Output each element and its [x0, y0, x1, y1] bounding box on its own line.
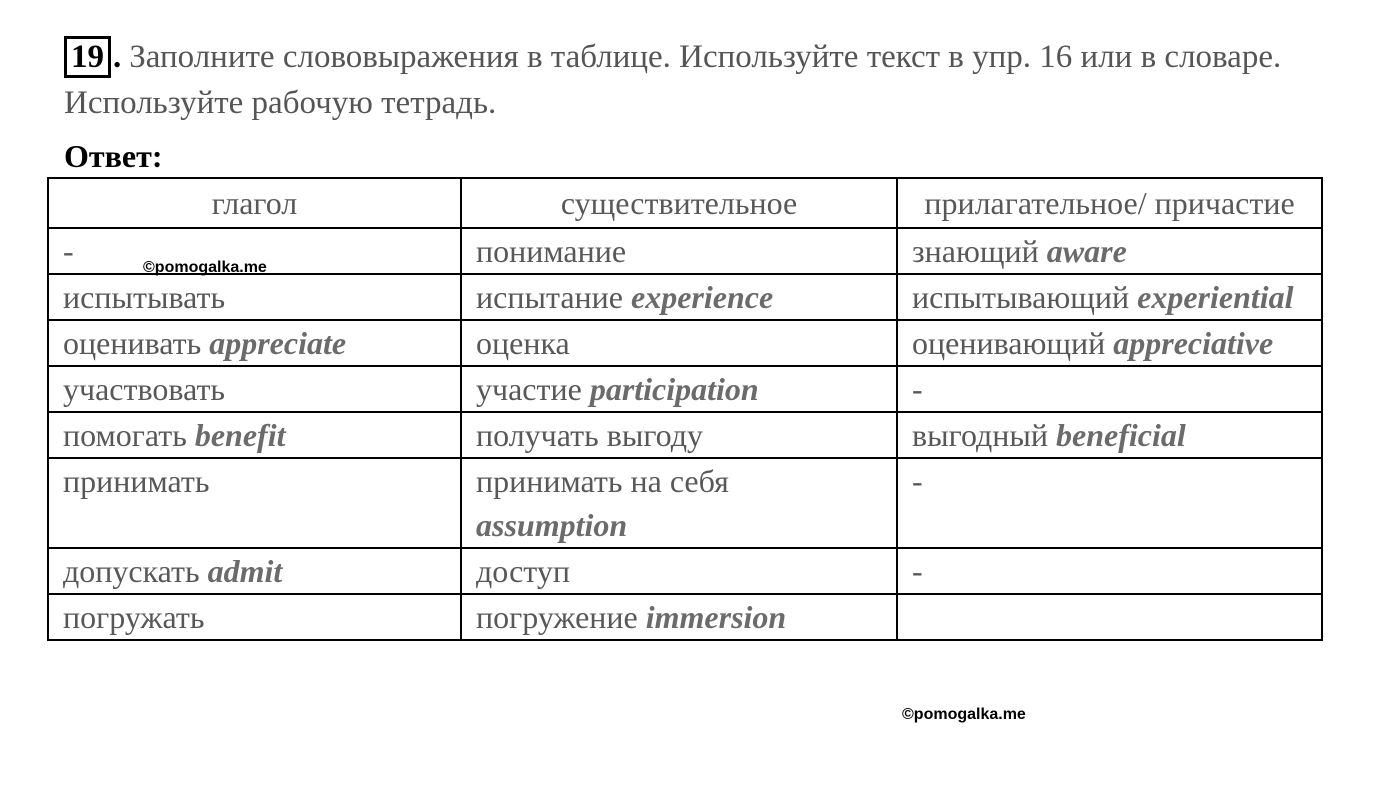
cell-ru: оценивающий	[912, 325, 1106, 361]
table-cell	[897, 412, 1322, 458]
table-cell	[461, 366, 897, 412]
cell-ru: получать выгоду	[476, 417, 704, 453]
cell-ru: выгодный	[912, 417, 1049, 453]
table-cell	[897, 274, 1322, 320]
cell-ru: -	[912, 371, 923, 407]
table-cell	[461, 320, 897, 366]
table-header-row	[48, 178, 1322, 228]
watermark: ©pomogalka.me	[902, 706, 1026, 723]
table-cell	[897, 548, 1322, 594]
cell-ru: помогать	[63, 417, 187, 453]
cell-ru: испытание	[476, 279, 623, 315]
cell-ru: участие	[476, 371, 582, 407]
table-cell	[48, 274, 461, 320]
table-cell	[48, 458, 461, 548]
cell-ru: погружение	[476, 599, 638, 635]
cell-ru: знающий	[912, 233, 1039, 269]
task-number: 19	[64, 36, 111, 78]
cell-ru: принимать	[63, 463, 210, 499]
table-cell	[897, 320, 1322, 366]
table-cell	[461, 228, 897, 274]
cell-ru: доступ	[476, 553, 570, 589]
task-text: Заполните слововыражения в таблице. Используйте текст в упр. 16 или в словаре. Используйте рабочую тетрадь.	[64, 39, 1282, 121]
cell-ru: испытывать	[63, 279, 226, 315]
table-cell	[48, 320, 461, 366]
answer-label: Ответ:	[64, 138, 163, 174]
cell-en: appreciative	[1113, 325, 1274, 361]
table-cell	[461, 274, 897, 320]
cell-en: participation	[589, 371, 759, 407]
table-cell	[48, 412, 461, 458]
cell-ru: -	[63, 233, 74, 269]
table-cell	[461, 458, 897, 548]
table-cell	[897, 228, 1322, 274]
cell-en: beneficial	[1056, 417, 1186, 453]
cell-ru: принимать на себя	[476, 463, 729, 499]
cell-en: aware	[1046, 233, 1127, 269]
cell-en: experience	[630, 279, 774, 315]
cell-ru: понимание	[476, 233, 627, 269]
cell-ru: оценка	[476, 325, 570, 361]
table-row	[48, 320, 1322, 366]
table-cell	[897, 366, 1322, 412]
cell-ru: участвовать	[63, 371, 226, 407]
header-verb: глагол	[48, 178, 461, 228]
task-statement	[64, 34, 1334, 126]
cell-en: immersion	[645, 599, 787, 635]
task-number-dot: .	[113, 39, 122, 75]
table-cell	[48, 594, 461, 640]
cell-en: appreciate	[209, 325, 347, 361]
cell-en: admit	[207, 553, 283, 589]
table-cell	[897, 594, 1322, 640]
table-row	[48, 548, 1322, 594]
cell-ru: -	[912, 463, 923, 499]
table-cell	[461, 412, 897, 458]
cell-ru: оценивать	[63, 325, 202, 361]
table-row	[48, 458, 1322, 548]
cell-en: experiential	[1137, 279, 1294, 315]
table-cell	[897, 458, 1322, 548]
table-cell	[461, 548, 897, 594]
word-forms-table	[47, 177, 1323, 641]
header-noun: существительное	[461, 178, 897, 228]
cell-ru: погружать	[63, 599, 205, 635]
cell-ru: допускать	[63, 553, 200, 589]
cell-ru: испытывающий	[912, 279, 1130, 315]
table-row	[48, 412, 1322, 458]
cell-en: benefit	[194, 417, 286, 453]
cell-ru: -	[912, 553, 923, 589]
header-adjective: прилагательное/ причастие	[897, 178, 1322, 228]
table-cell	[48, 548, 461, 594]
table-cell	[48, 366, 461, 412]
cell-en: assumption	[476, 507, 628, 543]
watermark: ©pomogalka.me	[143, 259, 267, 276]
table-row	[48, 594, 1322, 640]
table-cell	[461, 594, 897, 640]
table-row	[48, 366, 1322, 412]
table-row	[48, 274, 1322, 320]
